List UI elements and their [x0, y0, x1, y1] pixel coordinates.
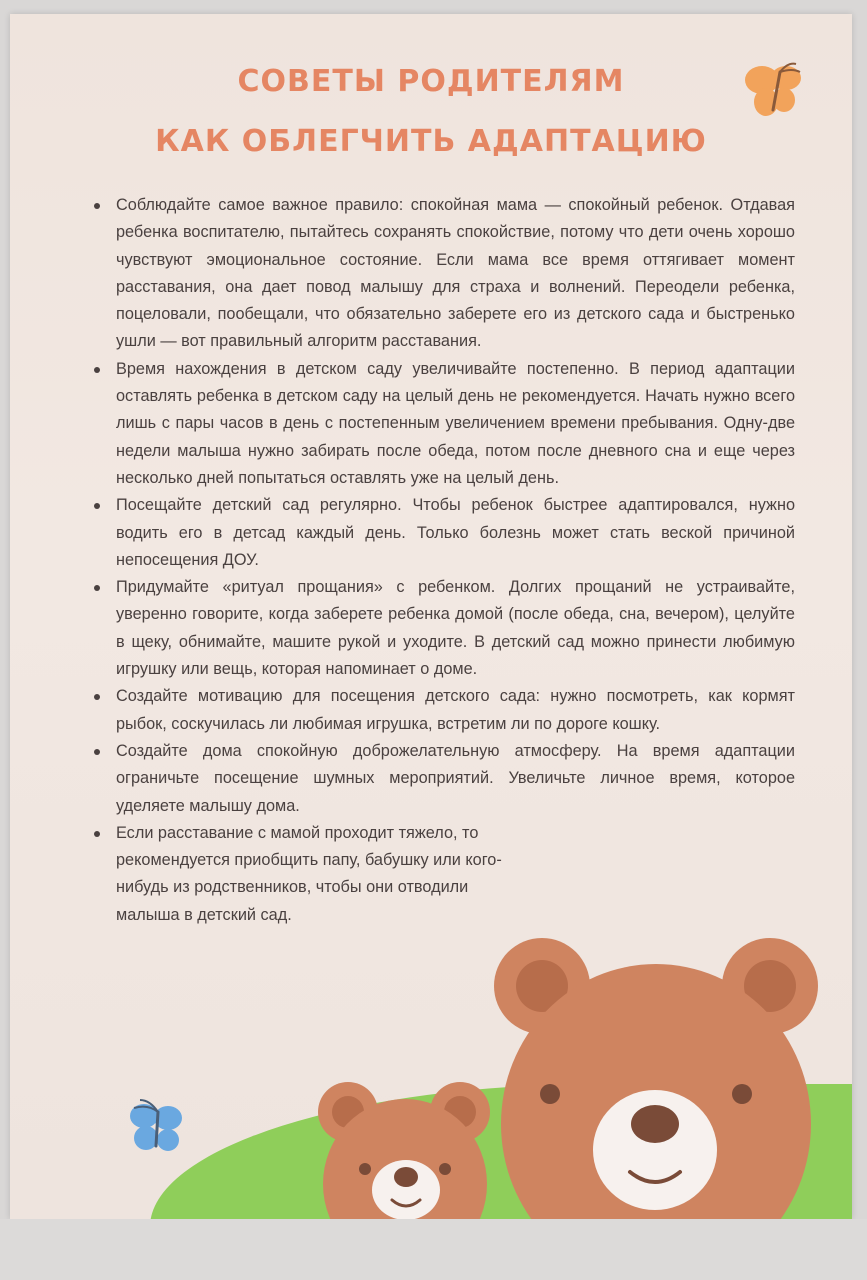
- title-line-2: КАК ОБЛЕГЧИТЬ АДАПТАЦИЮ: [155, 124, 707, 159]
- tip-item: Создайте мотивацию для посещения детского сада: нужно посмотреть, как кормят рыбок, соскучилась ли любимая игрушка, встретим ли по дороге кошку.: [90, 683, 795, 738]
- big-bear: [490, 924, 830, 1219]
- butterfly-blue-icon: [122, 1094, 192, 1160]
- poster-sheet: [10, 14, 852, 1219]
- background-surface: [0, 1219, 867, 1280]
- tip-item: Придумайте «ритуал прощания» с ребенком. Долгих прощаний не устраивайте, уверенно говорите, когда заберете ребенка домой (после обеда, сна, вечером), целуйте в щеку, обнимайте, машите рукой и уходите. В детский сад можно принести любимую игрушку или вещь, которая напоминает о доме.: [90, 574, 795, 683]
- title-line-1: СОВЕТЫ РОДИТЕЛЯМ: [237, 64, 625, 99]
- tips-list: [90, 192, 795, 929]
- butterfly-orange-icon: [740, 54, 814, 128]
- small-bear: [310, 1074, 500, 1219]
- tip-item: Если расставание с мамой проходит тяжело, то рекомендуется приобщить папу, бабушку или кого-нибудь из родственников, чтобы они отводили малыша в детский сад.: [90, 820, 516, 929]
- tip-item: Соблюдайте самое важное правило: спокойная мама — спокойный ребенок. Отдавая ребенка воспитателю, пытайтесь сохранять спокойствие, потому что дети очень хорошо чувствуют эмоциональное состояние. Если мама все время оттягивает момент расставания, она дает повод малышу для страха и волнений. Переодели ребенка, поцеловали, пообещали, что обязательно заберете его из детского сада и быстренько ушли — вот правильный алгоритм расставания.: [90, 192, 795, 356]
- tip-item: Посещайте детский сад регулярно. Чтобы ребенок быстрее адаптировался, нужно водить его в детсад каждый день. Только болезнь может стать веской причиной непосещения ДОУ.: [90, 492, 795, 574]
- tip-item: Создайте дома спокойную доброжелательную атмосферу. На время адаптации ограничьте посещение шумных мероприятий. Увеличьте личное время, которое уделяете малышу дома.: [90, 738, 795, 820]
- tip-item: Время нахождения в детском саду увеличивайте постепенно. В период адаптации оставлять ребенка в детском саду на целый день не рекомендуется. Начать нужно всего лишь с пары часов в день с постепенным увеличением времени пребывания. Одну-две недели малыша нужно забирать после обеда, потом после дневного сна и еще через несколько дней попытаться оставлять уже на целый день.: [90, 356, 795, 492]
